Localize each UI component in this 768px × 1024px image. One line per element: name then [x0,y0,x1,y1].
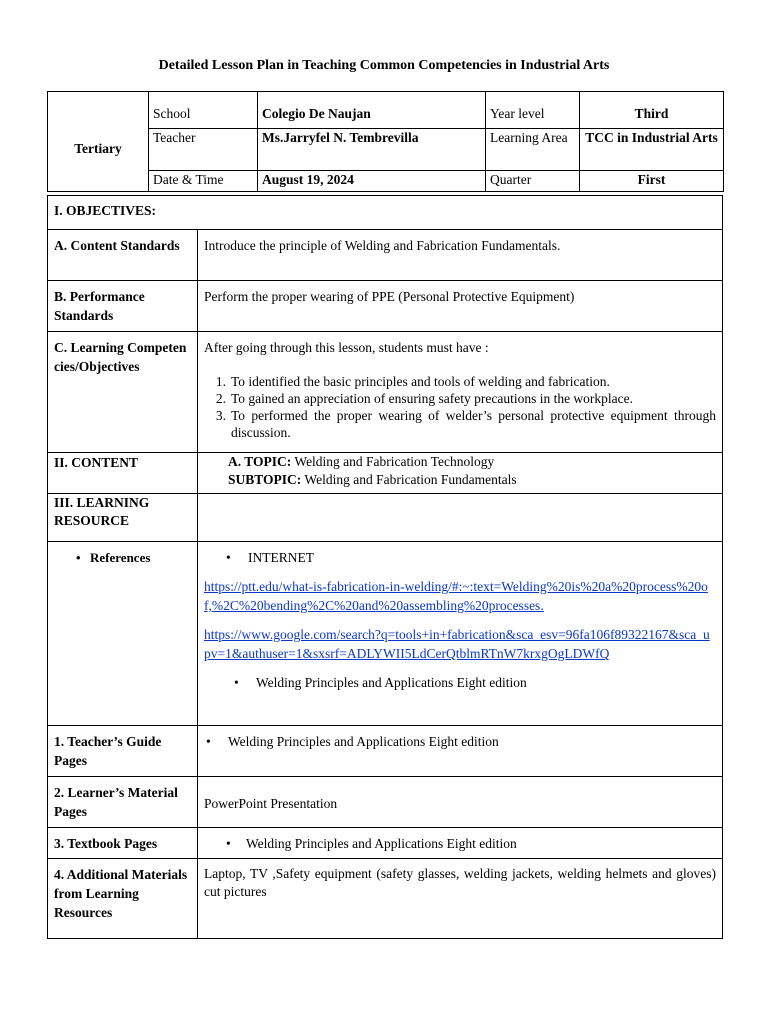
resource-label: III. LEARNING RESOURCE [48,494,198,542]
bullet-icon: • [234,675,239,690]
references-content [198,542,723,726]
teacher-label: Teacher [149,128,258,170]
content-standards-text: Introduce the principle of Welding and Fabrication Fundamentals. [198,230,723,281]
subtopic-text: Welding and Fabrication Fundamentals [304,472,517,487]
quarter-label: Quarter [486,170,580,191]
topic-label: A. TOPIC: [228,454,292,469]
school-label: School [149,92,258,129]
learning-area-value: TCC in Industrial Arts [580,128,724,170]
subtopic-label: SUBTOPIC: [228,472,302,487]
content-standards-label: A. Content Standards [48,230,198,281]
references-cell [48,542,198,726]
year-level-value: Third [580,92,724,129]
performance-standards-text: Perform the proper wearing of PPE (Personal Protective Equipment) [198,281,723,332]
objectives-list [204,373,716,441]
bullet-icon: • [206,734,211,749]
bullet-icon: • [226,550,231,565]
lesson-plan-table [47,195,723,939]
textbook-label: 3. Textbook Pages [48,828,198,859]
bullet-icon: • [226,836,231,851]
reference-link-2[interactable]: https://www.google.com/search?q=tools+in+fabrication&sca_esv=96fa106f89322167&sca_upv=1&authuser=1&sxsrf=ADLYWII5LdCerQtblmRTnW7krxgOgLDWfQ [204,627,710,661]
topic-text: Welding and Fabrication Technology [294,454,495,469]
performance-standards-label: B. Performance Standards [48,281,198,332]
level-name: Tertiary [48,92,149,192]
resource-empty-cell [198,494,723,542]
topic-cell [198,453,723,494]
reference-link-1[interactable]: https://ptt.edu/what-is-fabrication-in-welding/#:~:text=Welding%20is%20a%20process%20of,%2C%20bending%2C%20and%20assembling%20processes. [204,579,708,613]
additional-materials-label: 4. Additional Materials from Learning Resources [48,859,198,939]
book-reference: Welding Principles and Applications Eight edition [256,675,527,690]
quarter-value: First [580,170,724,191]
textbook-text: Welding Principles and Applications Eight edition [246,836,517,851]
bullet-icon: • [76,550,81,565]
competencies-label: C. Learning Competencies/Objectives [48,332,198,453]
learning-area-label: Learning Area [486,128,580,170]
teacher-guide-text: Welding Principles and Applications Eight edition [228,734,499,749]
references-label: References [90,550,151,565]
teacher-value: Ms.Jarryfel N. Tembrevilla [258,128,486,170]
objectives-heading: I. OBJECTIVES: [48,196,723,230]
document-title: Detailed Lesson Plan in Teaching Common Competencies in Industrial Arts [158,58,610,73]
internet-label: INTERNET [248,550,314,565]
list-item: 3. To performed the proper wearing of welder’s personal protective equipment through discussion. [215,408,716,440]
learner-material-text: PowerPoint Presentation [198,777,723,828]
year-level-label: Year level [486,92,580,129]
learner-material-label: 2. Learner’s Material Pages [48,777,198,828]
school-value: Colegio De Naujan [258,92,486,129]
content-label: II. CONTENT [48,453,198,494]
list-item: 1. To identified the basic principles and tools of welding and fabrication. [215,374,610,389]
date-value: August 19, 2024 [258,170,486,191]
teacher-guide-cell [198,726,723,777]
competencies-intro: After going through this lesson, students must have : [204,340,489,355]
teacher-guide-label: 1. Teacher’s Guide Pages [48,726,198,777]
list-item: 2. To gained an appreciation of ensuring safety precautions in the workplace. [215,391,634,406]
date-label: Date & Time [149,170,258,191]
competencies-cell [198,332,723,453]
additional-materials-text: Laptop, TV ,Safety equipment (safety glasses, welding jackets, welding helmets and gloves) cut pictures [198,859,723,939]
textbook-cell [198,828,723,859]
lesson-info-table [47,91,724,192]
